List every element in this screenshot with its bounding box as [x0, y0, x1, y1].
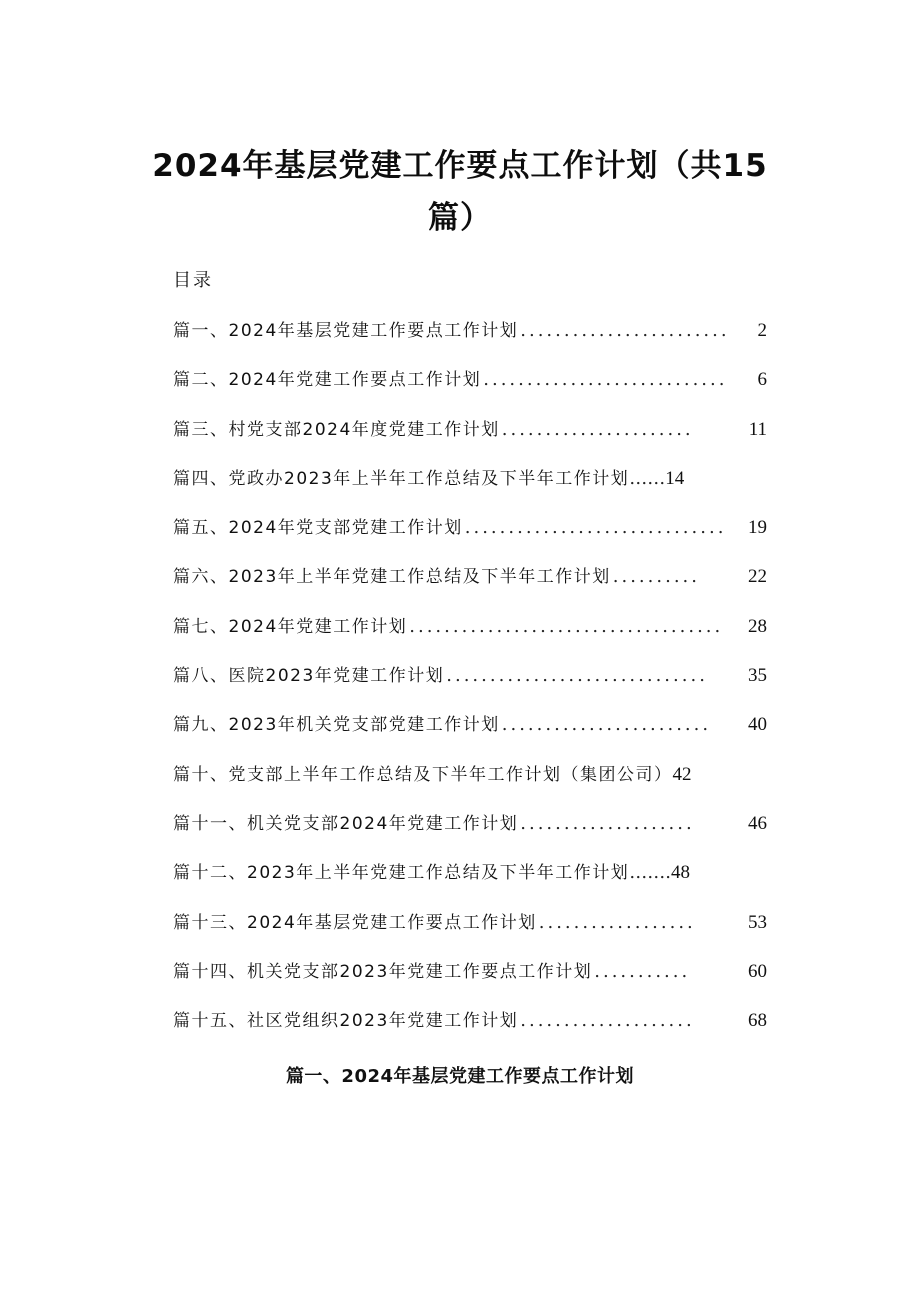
toc-entry-page: 60: [748, 960, 767, 982]
toc-entry-label: 篇十五、社区党组织2023年党建工作计划: [173, 1011, 519, 1032]
toc-entry-leader: …….: [629, 862, 671, 884]
toc-entry[interactable]: [173, 712, 767, 761]
toc-entry-label: 篇十一、机关党支部2024年党建工作计划: [173, 813, 519, 834]
toc-entry-label: 篇十、党支部上半年工作总结及下半年工作计划（集团公司）: [173, 764, 673, 785]
toc-entry-leader: ……: [629, 467, 666, 489]
toc-entry-label: 篇八、医院2023年党建工作计划: [173, 666, 445, 687]
toc-entry[interactable]: [173, 860, 767, 909]
toc-entry-leader: ....................................: [409, 615, 724, 637]
toc-entry-page: 28: [748, 615, 767, 637]
toc-entry[interactable]: [173, 910, 767, 959]
toc-entry[interactable]: [173, 811, 767, 860]
toc-entry-label: 篇一、2024年基层党建工作要点工作计划: [173, 321, 519, 341]
toc-entry-label: 篇五、2024年党支部党建工作计划: [173, 518, 463, 539]
toc-entry-page: 68: [748, 1010, 767, 1032]
section-title: 篇一、2024年基层党建工作要点工作计划: [285, 1066, 635, 1087]
toc-entry-label: 篇四、党政办2023年上半年工作总结及下半年工作计划: [173, 468, 630, 489]
toc-entry-leader: ...........: [594, 960, 691, 982]
toc-heading: 目录: [173, 270, 213, 291]
toc-entry-label: 篇十三、2024年基层党建工作要点工作计划: [173, 912, 537, 933]
toc-entry-page: 6: [757, 369, 767, 391]
toc-entry[interactable]: [173, 663, 767, 712]
toc-entry-page: 2: [757, 320, 767, 341]
toc-entry[interactable]: [173, 1008, 767, 1057]
toc-entry-label: 篇七、2024年党建工作计划: [173, 616, 408, 637]
toc-entry-leader: ............................: [483, 369, 728, 391]
toc-entry-label: 篇九、2023年机关党支部党建工作计划: [173, 715, 500, 736]
toc-entry[interactable]: [173, 466, 767, 515]
toc-entry-page: 42: [672, 763, 692, 785]
toc-entry-page: 35: [748, 665, 767, 687]
toc-entry-page: 40: [748, 714, 767, 736]
toc-entry[interactable]: [173, 318, 767, 367]
toc-entry[interactable]: [173, 515, 767, 564]
toc-entry-page: 22: [748, 566, 767, 588]
toc-entry-page: 53: [748, 911, 767, 933]
toc-entry[interactable]: [173, 959, 767, 1008]
toc-entry-page: 11: [748, 418, 767, 440]
toc-entry-leader: ........................: [501, 714, 712, 736]
toc-entry[interactable]: [173, 564, 767, 613]
toc-entry-page: 46: [748, 812, 767, 834]
toc-entry-leader: ..................: [538, 911, 696, 933]
toc-entry[interactable]: [173, 417, 767, 466]
toc-entry-page: 19: [748, 517, 767, 539]
document-title-line-1: 2024年基层党建工作要点工作计划（共15: [152, 148, 768, 184]
table-of-contents: [173, 318, 767, 1057]
toc-entry-leader: ........................: [520, 320, 730, 341]
toc-entry[interactable]: [173, 614, 767, 663]
toc-entry-label: 篇二、2024年党建工作要点工作计划: [173, 370, 482, 391]
toc-entry-leader: ....................: [520, 812, 695, 834]
toc-entry-leader: ..............................: [446, 665, 708, 687]
toc-entry-leader: ......................: [501, 418, 694, 440]
document-title-line-2: 篇）: [428, 200, 492, 236]
toc-entry-label: 篇三、村党支部2024年度党建工作计划: [173, 419, 500, 440]
toc-entry-page: 14: [665, 467, 685, 489]
document-title: [150, 140, 770, 244]
toc-entry[interactable]: [173, 367, 767, 416]
toc-entry-label: 篇十二、2023年上半年党建工作总结及下半年工作计划: [173, 863, 630, 884]
toc-entry-leader: ..............................: [464, 517, 727, 539]
toc-entry-page: 48: [671, 862, 690, 884]
toc-entry-leader: ..........: [612, 566, 700, 588]
toc-entry[interactable]: [173, 762, 767, 811]
toc-entry-leader: ....................: [520, 1010, 695, 1032]
toc-entry-label: 篇六、2023年上半年党建工作总结及下半年工作计划: [173, 567, 611, 588]
toc-entry-label: 篇十四、机关党支部2023年党建工作要点工作计划: [173, 961, 593, 982]
